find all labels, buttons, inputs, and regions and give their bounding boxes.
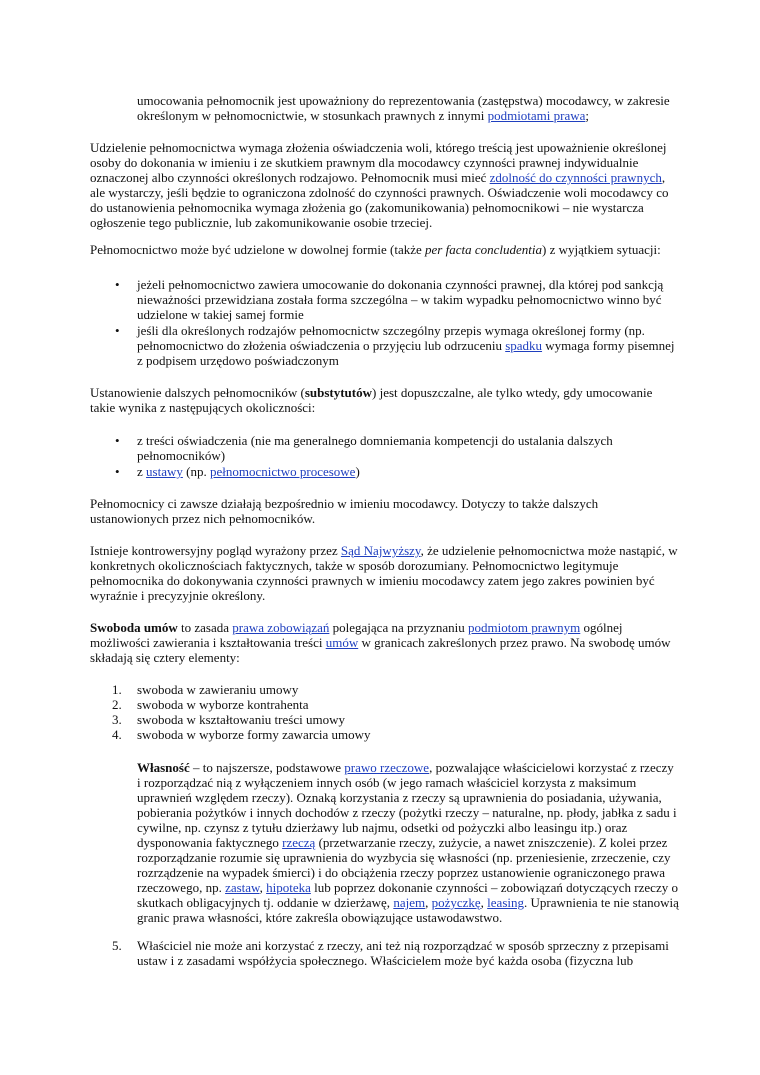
link-najem[interactable]: najem — [393, 895, 426, 910]
list-item: z ustawy (np. pełnomocnictwo procesowe) — [137, 464, 360, 479]
list-item: jeżeli pełnomocnictwo zawiera umocowanie do dokonania czynności prawnej, dla której pod sankcją nieważności przewidziana została forma szczególna – w takim wypadku pełnomocnictwo winno być udzielone w takiej samej formie — [137, 277, 664, 322]
list-number: 3. — [112, 712, 122, 727]
link-sad-najwyzszy[interactable]: Sąd Najwyższy — [340, 543, 421, 558]
bullet-icon: • — [115, 464, 120, 479]
bullet-icon: • — [115, 323, 120, 338]
list-number: 2. — [112, 697, 122, 712]
link-leasing[interactable]: leasing — [487, 895, 524, 910]
list-item: z treści oświadczenia (nie ma generalnego domniemania kompetencji do ustalania dalszych pełnomocników) — [137, 433, 613, 463]
link-pozyczke[interactable]: pożyczkę — [431, 895, 481, 910]
list-item: swoboda w wyborze formy zawarcia umowy — [137, 727, 371, 742]
list-item: jeśli dla określonych rodzajów pełnomocnictw szczególny przepis wymaga określonej formy (np. pełnomocnictwo do złożenia oświadczenia o przyjęciu lub odrzuceniu spadku wymaga formy pisemnej z podpisem urzędowo poświadczonym — [137, 323, 675, 368]
paragraph-wlasnosc: Własność – to najszersze, podstawowe prawo rzeczowe, pozwalające właścicielowi korzystać z rzeczy i rozporządzać nią z wyłączeniem innych osób (w jego ramach właściciel korzysta z maksimum uprawnień względem rzeczy). Oznaką korzystania z rzeczy są uprawnienia do posiadania, używania, pobierania pożytków i innych dochodów z rzeczy (pożytki rzeczy – naturalne, np. płody, jabłka z sadu i cywilne, np. czynsz z tytułu dzierżawy lub najmu, odsetki od pożyczki albo leasingu itp.) oraz dysponowania faktycznego rzeczą (przetwarzanie rzeczy, zużycie, a nawet zniszczenie). Z kolei przez rozporządzanie rozumie się uprawnienia do wyzbycia się własności (np. przeniesienie, zrzeczenie, czy rozrządzenie na wypadek śmierci) i do obciążenia rzeczy poprzez ustanowienie ograniczonego prawa rzeczowego, np. zastaw, hipoteka lub poprzez dokonanie czynności – zobowiązań dotyczących rzeczy o skutkach obligacyjnych tj. oddanie w dzierżawę, najem, pożyczkę, leasing. Uprawnienia te nie stanowią granic prawa własności, które zakreśla obowiązujące ustawodawstwo. — [137, 760, 679, 925]
bold-term: Swoboda umów — [90, 620, 178, 635]
italic-phrase: per facta concludentia — [425, 242, 542, 257]
list-number: 5. — [112, 938, 122, 953]
list-item-5: Właściciel nie może ani korzystać z rzeczy, ani też nią rozporządzać w sposób sprzeczny z przepisami ustaw i z zasadami współżycia społecznego. Właścicielem może być każda osoba (fizyczna lub — [137, 938, 669, 968]
link-prawo-rzeczowe[interactable]: prawo rzeczowe — [344, 760, 430, 775]
link-umow[interactable]: umów — [325, 635, 359, 650]
link-prawa-zobowiazan[interactable]: prawa zobowiązań — [232, 620, 330, 635]
text-line: umocowania pełnomocnik jest upoważniony do reprezentowania (zastępstwa) mocodawcy, w zakresie — [137, 93, 670, 108]
paragraph-forma: Pełnomocnictwo może być udzielone w dowolnej formie (także per facta concludentia) z wyjątkiem sytuacji: — [90, 242, 661, 257]
link-zdolnosc-do-czynnosci-prawnych[interactable]: zdolność do czynności prawnych — [489, 170, 662, 185]
link-podmiotom-prawnym[interactable]: podmiotom prawnym — [468, 620, 581, 635]
link-zastaw[interactable]: zastaw — [225, 880, 260, 895]
bold-term: Własność — [137, 760, 190, 775]
link-rzecza[interactable]: rzeczą — [282, 835, 316, 850]
list-number: 1. — [112, 682, 122, 697]
link-ustawy[interactable]: ustawy — [146, 464, 183, 479]
link-hipoteka[interactable]: hipoteka — [266, 880, 311, 895]
link-podmioty-prawa[interactable]: podmiotami prawa — [487, 108, 586, 123]
paragraph-substytuci: Ustanowienie dalszych pełnomocników (substytutów) jest dopuszczalne, ale tylko wtedy, gdy umocowanie takie wynika z następujących okoliczności: — [90, 385, 653, 415]
paragraph-sad-najwyzszy: Istnieje kontrowersyjny pogląd wyrażony przez Sąd Najwyższy, że udzielenie pełnomocnictwa może nastąpić, w konkretnych okolicznościach faktycznych, także w sposób dorozumiany. Pełnomocnictwo legitymuje pełnomocnika do dokonywania czynności prawnych w imieniu mocodawcy zatem jego zakres powinien być wyraźnie i precyzyjnie określony. — [90, 543, 678, 603]
list-number: 4. — [112, 727, 122, 742]
bullet-icon: • — [115, 277, 120, 292]
paragraph-udzielenie: Udzielenie pełnomocnictwa wymaga złożenia oświadczenia woli, którego treścią jest upoważnienie określonej osoby do dokonania w imieniu i ze skutkiem prawnym dla mocodawcy czynności prawnej indywidualnie oznaczonej albo czynności określonych rodzajowo. Pełnomocnik musi mieć zdolność do czynności prawnych, ale wystarczy, jeśli będzie to ograniczona zdolność do czynności prawnych. Oświadczenie woli mocodawcy co do ustanowienia pełnomocnika wymaga złożenia go (zakomunikowania) pełnomocnikowi – nie wystarcza ogłoszenie tego publicznie, lub zakomunikowanie osobie trzeciej. — [90, 140, 669, 230]
paragraph-umocowanie: umocowania pełnomocnik jest upoważniony do reprezentowania (zastępstwa) mocodawcy, w zakresie określonym w pełnomocnictwie, w stosunkach prawnych z innymi podmiotami prawa; — [137, 93, 670, 123]
list-item: swoboda w kształtowaniu treści umowy — [137, 712, 345, 727]
bullet-icon: • — [115, 433, 120, 448]
list-item: swoboda w wyborze kontrahenta — [137, 697, 309, 712]
link-pelnomocnictwo-procesowe[interactable]: pełnomocnictwo procesowe — [209, 464, 356, 479]
link-spadek[interactable]: spadku — [505, 338, 543, 353]
list-item: swoboda w zawieraniu umowy — [137, 682, 299, 697]
paragraph-pelnomocnicy: Pełnomocnicy ci zawsze działają bezpośrednio w imieniu mocodawcy. Dotyczy to także dalszych ustanowionych przez nich pełnomocników. — [90, 496, 599, 526]
bold-term: substytutów — [304, 385, 372, 400]
paragraph-swoboda-umow: Swoboda umów to zasada prawa zobowiązań polegająca na przyznaniu podmiotom prawnym ogólnej możliwości zawierania i kształtowania treści umów w granicach zakreślonych przez prawo. Na swobodę umów składają się cztery elementy: — [90, 620, 671, 665]
